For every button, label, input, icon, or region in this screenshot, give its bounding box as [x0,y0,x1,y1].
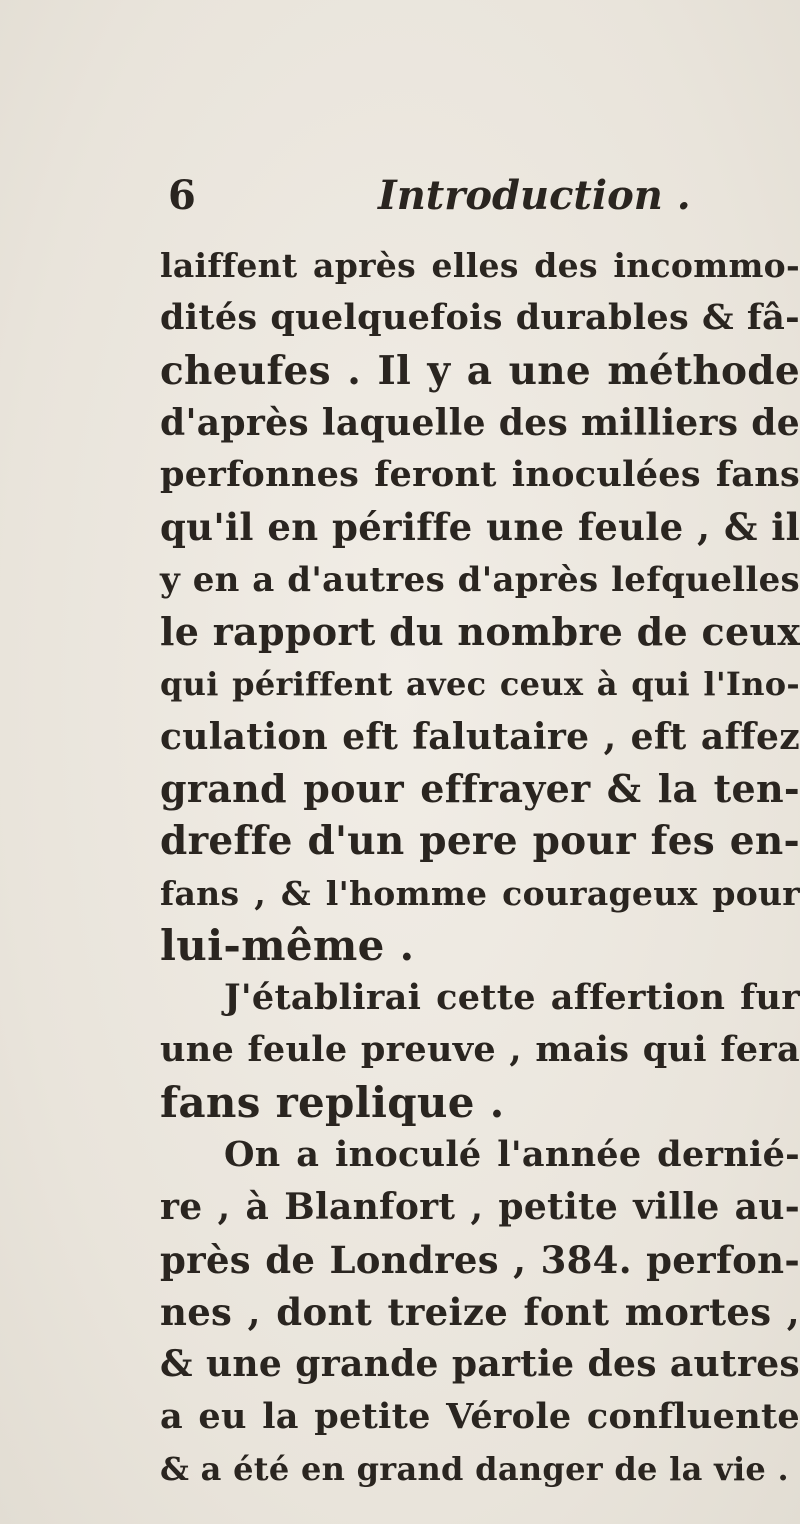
text-line: grand pour effrayer & la ten- [160,765,800,811]
page-header [0,172,800,222]
text-line: culation eft falutaire , eft affez [160,715,800,758]
text-line: y en a d'autres d'après lefquelles [160,559,800,600]
text-line: & a été en grand danger de la vie . [160,1449,789,1488]
running-title: Introduction . [378,172,691,219]
text-line: dreffe d'un pere pour fes en- [160,818,800,865]
text-line: d'après laquelle des milliers de [160,401,800,444]
text-line: & une grande partie des autres [160,1343,800,1386]
text-line: le rapport du nombre de ceux [160,609,800,655]
text-line: perfonnes feront inoculées fans [160,454,800,496]
text-line: une feule preuve , mais qui fera [160,1029,800,1071]
text-line: a eu la petite Vérole confluente [160,1395,800,1437]
text-line: J'établirai cette affertion fur [224,977,800,1019]
text-line: qui périffent avec ceux à qui l'Ino- [160,665,800,704]
text-line: nes , dont treize font mortes , [160,1289,800,1334]
text-line: fans replique . [160,1077,505,1127]
text-line: On a inoculé l'année dernié- [224,1134,800,1176]
text-line: qu'il en périffe une feule , & il [160,505,800,550]
text-line: près de Londres , 384. perfon- [160,1237,800,1282]
text-line: lui-même . [160,920,415,970]
text-line: dités quelquefois durables & fâ- [160,297,800,339]
text-line: re , à Blanfort , petite ville au- [160,1186,800,1229]
text-line: laiffent après elles des incommo- [160,246,800,285]
text-line: cheufes . Il y a une méthode [160,347,800,394]
page-number: 6 [168,172,196,219]
body-text [160,240,800,1495]
text-line: fans , & l'homme courageux pour [160,873,800,913]
